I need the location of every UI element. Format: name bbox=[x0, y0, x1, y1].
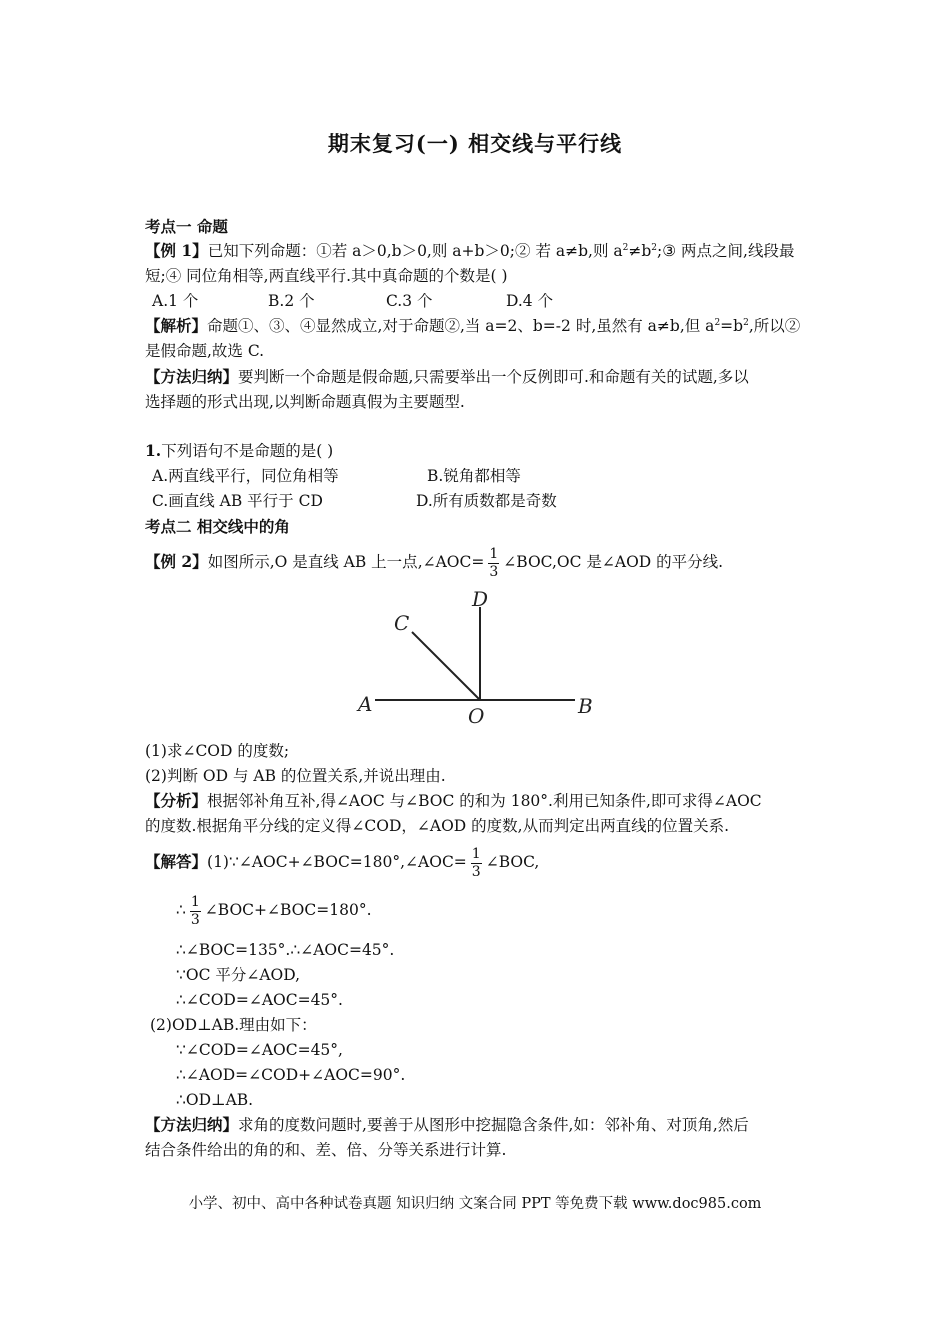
example-1-text-b: ≠b bbox=[628, 242, 652, 260]
example-1-option-d: D.4 个 bbox=[506, 292, 554, 310]
analysis-tag: 【解析】 bbox=[145, 316, 208, 335]
fenxi-line-2: 的度数.根据角平分线的定义得∠COD，∠AOD 的度数,从而判定出两直线的位置关系. bbox=[145, 817, 730, 835]
page-title: 期末复习(一) 相交线与平行线 bbox=[327, 131, 623, 156]
example-1-text-c: ;③ 两点之间,线段最 bbox=[657, 242, 795, 260]
geometry-figure bbox=[350, 585, 610, 730]
method-2-text: 求角的度数问题时,要善于从图形中挖掘隐含条件,如：邻补角、对顶角,然后 bbox=[238, 1116, 749, 1134]
fenxi-line-1 bbox=[145, 790, 762, 812]
question-1-option-c: C.画直线 AB 平行于 CD bbox=[152, 492, 323, 510]
superscript: 2 bbox=[622, 242, 629, 253]
analysis-text-a: 命题①、③、④显然成立,对于命题②,当 a=2、b=-2 时,虽然有 a≠b,但 a bbox=[207, 317, 715, 335]
sub-question-1: (1)求∠COD 的度数; bbox=[145, 742, 290, 760]
question-1-option-a: A.两直线平行，同位角相等 bbox=[152, 467, 339, 485]
fenxi-tag: 【分析】 bbox=[145, 791, 208, 810]
example-1-tag: 【例 1】 bbox=[145, 241, 208, 260]
label-c: C bbox=[394, 611, 410, 635]
solution-step-5: (2)OD⊥AB.理由如下： bbox=[150, 1016, 317, 1034]
question-1-option-b: B.锐角都相等 bbox=[427, 467, 521, 485]
method-tag: 【方法归纳】 bbox=[145, 367, 239, 386]
analysis-line-2: 是假命题,故选 C. bbox=[145, 342, 265, 360]
fraction-numerator: 1 bbox=[489, 545, 499, 562]
solution-step-1 bbox=[176, 892, 372, 929]
example-1-option-a: A.1 个 bbox=[152, 292, 199, 310]
example-1-line-2: 短;④ 同位角相等,两直线平行.其中真命题的个数是( ) bbox=[145, 267, 508, 285]
example-1-option-c: C.3 个 bbox=[386, 292, 433, 310]
example-2-line bbox=[145, 544, 723, 581]
jieda-tag: 【解答】 bbox=[145, 852, 208, 871]
page-footer: 小学、初中、高中各种试卷真题 知识归纳 文案合同 PPT 等免费下载 www.doc985.com bbox=[188, 1196, 762, 1212]
example-2-tag: 【例 2】 bbox=[145, 552, 208, 571]
question-number: 1. bbox=[145, 441, 162, 460]
ray-oc bbox=[412, 632, 480, 700]
fenxi-text: 根据邻补角互补,得∠AOC 与∠BOC 的和为 180°.利用已知条件,即可求得∠AOC bbox=[207, 792, 762, 810]
jieda-text-b: ∠BOC, bbox=[485, 853, 540, 871]
jieda-text-a: (1)∵∠AOC+∠BOC=180°,∠AOC= bbox=[207, 853, 467, 871]
solution-step-4: ∴∠COD=∠AOC=45°. bbox=[176, 991, 343, 1009]
label-b: B bbox=[578, 694, 593, 718]
solution-step-1-text: ∠BOC+∠BOC=180°. bbox=[204, 901, 372, 919]
solution-step-2: ∴∠BOC=135°.∴∠AOC=45°. bbox=[176, 941, 395, 959]
fraction-denominator: 3 bbox=[471, 863, 481, 880]
analysis-text-c: ,所以② bbox=[748, 317, 801, 335]
method-2-line-1 bbox=[145, 1114, 749, 1136]
fraction-one-third bbox=[471, 846, 482, 881]
solution-step-7: ∴∠AOD=∠COD+∠AOC=90°. bbox=[176, 1066, 406, 1084]
section-heading-1: 考点一 命题 bbox=[145, 217, 228, 236]
label-d: D bbox=[472, 587, 489, 611]
fraction-numerator: 1 bbox=[190, 893, 200, 910]
method-tag: 【方法归纳】 bbox=[145, 1115, 239, 1134]
method-1-line-1 bbox=[145, 366, 749, 388]
jieda-line-1 bbox=[145, 844, 539, 881]
example-2-text-b: ∠BOC,OC 是∠AOD 的平分线. bbox=[503, 553, 724, 571]
label-a: A bbox=[358, 692, 373, 716]
fraction-one-third bbox=[488, 546, 499, 581]
method-2-line-2: 结合条件给出的角的和、差、倍、分等关系进行计算. bbox=[145, 1141, 507, 1159]
fraction-one-third bbox=[190, 894, 201, 929]
question-1-stem bbox=[145, 440, 333, 462]
example-1-option-b: B.2 个 bbox=[268, 292, 315, 310]
method-1-text: 要判断一个命题是假命题,只需要举出一个反例即可.和命题有关的试题,多以 bbox=[238, 368, 749, 386]
example-1-text-a: 已知下列命题：①若 a＞0,b＞0,则 a+b＞0;② 若 a≠b,则 a bbox=[207, 242, 623, 260]
therefore-symbol: ∴ bbox=[176, 901, 186, 919]
analysis-line-1 bbox=[145, 315, 800, 337]
solution-step-6: ∵∠COD=∠AOC=45°, bbox=[176, 1041, 343, 1059]
solution-step-3: ∵OC 平分∠AOD, bbox=[176, 966, 301, 984]
sub-question-2: (2)判断 OD 与 AB 的位置关系,并说出理由. bbox=[145, 767, 446, 785]
section-heading-2: 考点二 相交线中的角 bbox=[145, 517, 290, 536]
fraction-denominator: 3 bbox=[190, 911, 200, 928]
question-1-option-d: D.所有质数都是奇数 bbox=[416, 492, 557, 510]
fraction-denominator: 3 bbox=[489, 563, 499, 580]
superscript: 2 bbox=[743, 317, 749, 328]
analysis-text-b: =b bbox=[720, 317, 744, 335]
superscript: 2 bbox=[651, 242, 658, 253]
example-2-text-a: 如图所示,O 是直线 AB 上一点,∠AOC= bbox=[207, 553, 485, 571]
solution-step-8: ∴OD⊥AB. bbox=[176, 1091, 254, 1109]
superscript: 2 bbox=[714, 317, 721, 328]
fraction-numerator: 1 bbox=[471, 845, 481, 862]
question-1-text: 下列语句不是命题的是( ) bbox=[161, 442, 334, 460]
label-o: O bbox=[468, 704, 485, 728]
method-1-line-2: 选择题的形式出现,以判断命题真假为主要题型. bbox=[145, 393, 465, 411]
example-1-line-1 bbox=[145, 240, 795, 262]
